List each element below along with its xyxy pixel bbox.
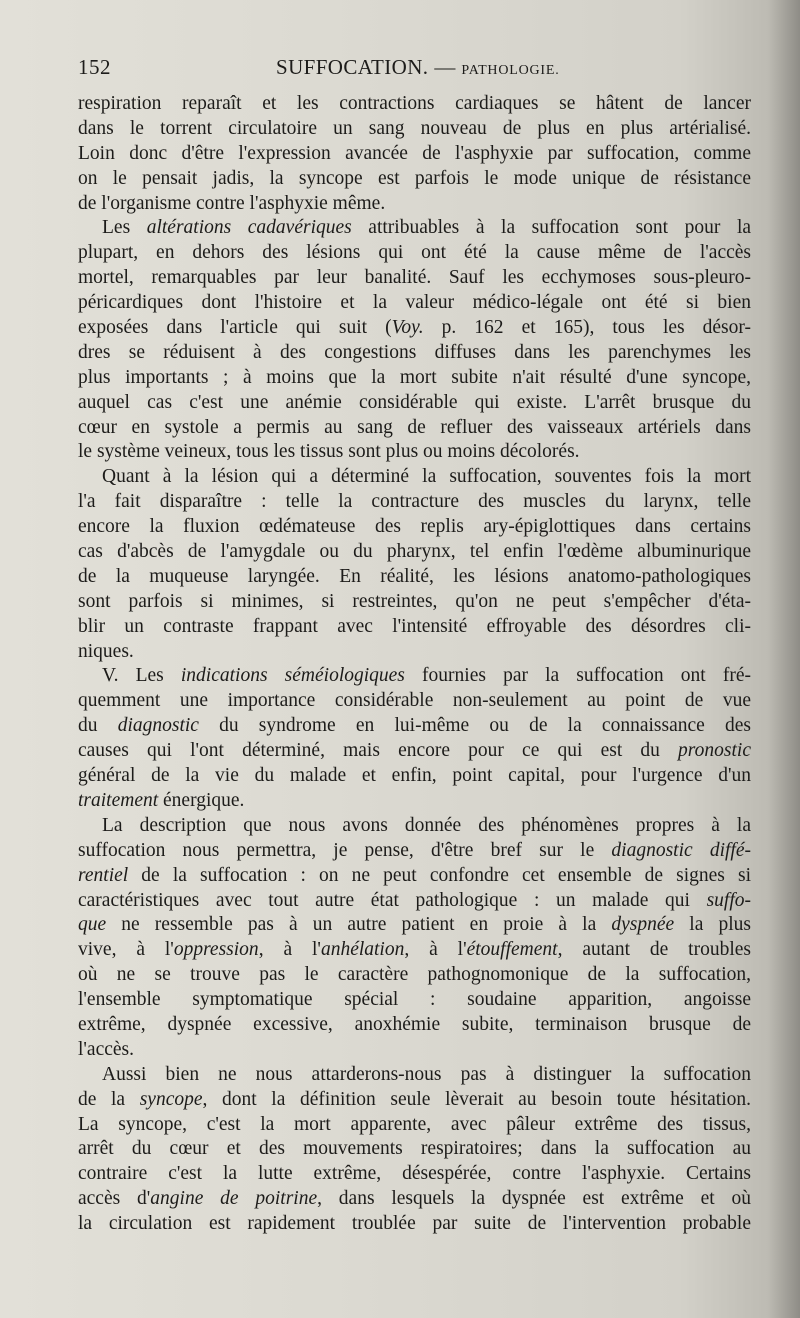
text-run: l'accès. bbox=[78, 1038, 135, 1060]
text-run: du bbox=[78, 715, 118, 737]
text-run: le système veineux, tous les tissus sont plus ou moins décolorés. bbox=[78, 441, 580, 463]
text-run: accès d' bbox=[78, 1188, 151, 1210]
text-run: , dont la définition seule lèverait au besoin toute hésitation. bbox=[202, 1088, 751, 1110]
text-line bbox=[78, 590, 751, 615]
text-run: où ne se trouve pas le caractère pathognomonique de la suffocation, bbox=[78, 964, 751, 986]
text-run: général de la vie du malade et enfin, point capital, pour l'urgence d'un bbox=[78, 765, 751, 787]
text-line bbox=[78, 416, 751, 441]
text-line bbox=[78, 1063, 751, 1088]
italic-term: traitement bbox=[78, 789, 159, 811]
text-line bbox=[78, 540, 751, 565]
text-run: causes qui l'ont déterminé, mais encore pour ce qui est du bbox=[78, 740, 679, 762]
text-line bbox=[78, 839, 751, 864]
italic-term: Voy. bbox=[391, 317, 424, 339]
text-line bbox=[78, 216, 751, 241]
italic-term: syncope bbox=[139, 1088, 203, 1110]
text-run: La description que nous avons donnée des phénomènes propres à la bbox=[102, 814, 751, 836]
italic-term: étouffement bbox=[466, 939, 558, 961]
italic-term: anhélation bbox=[320, 939, 405, 961]
text-line bbox=[78, 963, 751, 988]
text-run: niques. bbox=[78, 640, 134, 662]
text-line bbox=[78, 988, 751, 1013]
text-run: dres se réduisent à des congestions diffuses dans les parenchymes les bbox=[78, 341, 751, 363]
running-title bbox=[276, 55, 560, 80]
text-line bbox=[78, 814, 751, 839]
text-line bbox=[78, 1038, 751, 1063]
text-run: l'ensemble symptomatique spécial : soudaine apparition, angoisse bbox=[78, 989, 751, 1011]
text-line bbox=[78, 689, 751, 714]
text-line bbox=[78, 864, 751, 889]
text-line bbox=[78, 615, 751, 640]
text-run: on le pensait jadis, la syncope est parfois le mode unique de résistance bbox=[78, 167, 751, 189]
text-run: Aussi bien ne nous attarderons-nous pas à distinguer la suffocation bbox=[102, 1063, 751, 1085]
text-run: contraire c'est la lutte extrême, désespérée, contre l'asphyxie. Certains bbox=[78, 1163, 751, 1185]
text-run: Les bbox=[102, 217, 147, 239]
italic-term: diagnostic bbox=[117, 715, 199, 737]
text-run: blir un contraste frappant avec l'intensité effroyable des désordres cli- bbox=[78, 615, 751, 637]
italic-term: oppression bbox=[173, 939, 259, 961]
text-line bbox=[78, 889, 751, 914]
italic-term: suffo- bbox=[706, 889, 751, 911]
text-run: encore la fluxion œdémateuse des replis ary-épiglottiques dans certains bbox=[78, 516, 751, 538]
text-run: , dans lesquels la dyspnée est extrême et où bbox=[317, 1188, 751, 1210]
italic-term: dyspnée bbox=[611, 914, 675, 936]
text-line bbox=[78, 92, 751, 117]
chapter-title: SUFFOCATION. bbox=[276, 55, 429, 79]
text-line bbox=[78, 789, 751, 814]
text-line bbox=[78, 739, 751, 764]
text-run: plupart, en dehors des lésions qui ont été la cause même de l'accès bbox=[78, 242, 751, 264]
text-run: fournies par la suffocation ont fré- bbox=[404, 665, 751, 687]
text-run: la circulation est rapidement troublée par suite de l'intervention probable bbox=[78, 1213, 751, 1235]
body-text bbox=[78, 92, 751, 1237]
text-line bbox=[78, 565, 751, 590]
text-line bbox=[78, 440, 751, 465]
running-header bbox=[78, 55, 748, 87]
text-run: caractéristiques avec tout autre état pathologique : un malade qui bbox=[78, 889, 707, 911]
text-line bbox=[78, 316, 751, 341]
text-run: plus importants ; à moins que la mort subite n'ait résulté d'une syncope, bbox=[78, 366, 751, 388]
text-run: de la muqueuse laryngée. En réalité, les lésions anatomo-pathologiques bbox=[78, 565, 751, 587]
text-line bbox=[78, 291, 751, 316]
text-line bbox=[78, 1088, 751, 1113]
title-separator: — bbox=[434, 55, 456, 79]
text-run: de l'organisme contre l'asphyxie même. bbox=[78, 192, 386, 214]
italic-term: pronostic bbox=[678, 740, 751, 762]
text-line bbox=[78, 764, 751, 789]
text-run: sont parfois si minimes, si restreintes, qu'on ne peut s'empêcher d'éta- bbox=[78, 590, 751, 612]
text-line bbox=[78, 192, 751, 217]
section-title: PATHOLOGIE. bbox=[461, 63, 560, 78]
text-line bbox=[78, 1113, 751, 1138]
text-run: péricardiques dont l'histoire et la valeur médico-légale ont été si bien bbox=[78, 292, 751, 314]
text-run: , à l' bbox=[258, 939, 321, 961]
text-run: p. 162 et 165), tous les désor- bbox=[423, 317, 751, 339]
text-line bbox=[78, 1013, 751, 1038]
text-run: La syncope, c'est la mort apparente, avec pâleur extrême des tissus, bbox=[78, 1113, 751, 1135]
text-run: ne ressemble pas à un autre patient en proie à la bbox=[106, 914, 612, 936]
text-line bbox=[78, 664, 751, 689]
text-run: attribuables à la suffocation sont pour la bbox=[351, 217, 752, 239]
text-run: V. Les bbox=[102, 665, 181, 687]
text-line bbox=[78, 1162, 751, 1187]
text-run: de la suffocation : on ne peut confondre cet ensemble de signes si bbox=[128, 864, 751, 886]
text-line bbox=[78, 913, 751, 938]
text-line bbox=[78, 366, 751, 391]
italic-term: indications séméiologiques bbox=[180, 665, 405, 687]
text-run: arrêt du cœur et des mouvements respiratoires; dans la suffocation au bbox=[78, 1138, 751, 1160]
text-run: vive, à l' bbox=[78, 939, 174, 961]
italic-term: angine de poitrine bbox=[150, 1188, 318, 1210]
text-run: du syndrome en lui-même ou de la connaissance des bbox=[198, 715, 751, 737]
page-number: 152 bbox=[78, 55, 111, 79]
text-run: cas d'abcès de l'amygdale ou du pharynx, tel enfin l'œdème albuminurique bbox=[78, 541, 751, 563]
text-run: respiration reparaît et les contractions cardiaques se hâtent de lancer bbox=[78, 93, 751, 114]
text-run: la plus bbox=[674, 914, 751, 936]
italic-term: rentiel bbox=[78, 864, 129, 886]
text-run: suffocation nous permettra, je pense, d'être bref sur le bbox=[78, 839, 612, 861]
text-run: , à l' bbox=[404, 939, 467, 961]
italic-term: diagnostic diffé- bbox=[611, 839, 751, 861]
text-run: auquel cas c'est une anémie considérable qui existe. L'arrêt brusque du bbox=[78, 391, 751, 413]
text-run: l'a fait disparaître : telle la contracture des muscles du larynx, telle bbox=[78, 491, 751, 513]
text-line bbox=[78, 1187, 751, 1212]
text-line bbox=[78, 117, 751, 142]
text-run: dans le torrent circulatoire un sang nouveau de plus en plus artérialisé. bbox=[78, 117, 751, 139]
italic-term: que bbox=[78, 914, 107, 936]
text-run: cœur en systole a permis au sang de refluer des vaisseaux artériels dans bbox=[78, 416, 751, 438]
text-line bbox=[78, 241, 751, 266]
text-run: de la bbox=[78, 1088, 140, 1110]
text-line bbox=[78, 1137, 751, 1162]
text-line bbox=[78, 515, 751, 540]
text-run: énergique. bbox=[158, 789, 245, 811]
text-line bbox=[78, 391, 751, 416]
text-run: Quant à la lésion qui a déterminé la suffocation, souventes fois la mort bbox=[102, 466, 751, 488]
text-run: exposées dans l'article qui suit ( bbox=[78, 317, 392, 339]
text-line bbox=[78, 1212, 751, 1237]
text-line bbox=[78, 266, 751, 291]
text-line bbox=[78, 938, 751, 963]
text-line bbox=[78, 142, 751, 167]
text-run: Loin donc d'être l'expression avancée de l'asphyxie par suffocation, comme bbox=[78, 142, 751, 164]
text-line bbox=[78, 490, 751, 515]
text-run: , autant de troubles bbox=[557, 939, 751, 961]
text-line bbox=[78, 341, 751, 366]
text-run: mortel, remarquables par leur banalité. Sauf les ecchymoses sous-pleuro- bbox=[78, 267, 751, 289]
text-line bbox=[78, 167, 751, 192]
text-line bbox=[78, 465, 751, 490]
text-line bbox=[78, 714, 751, 739]
text-run: quemment une importance considérable non-seulement au point de vue bbox=[78, 690, 751, 712]
text-run: extrême, dyspnée excessive, anoxhémie subite, terminaison brusque de bbox=[78, 1013, 751, 1035]
text-line bbox=[78, 640, 751, 665]
italic-term: altérations cadavériques bbox=[146, 217, 352, 239]
